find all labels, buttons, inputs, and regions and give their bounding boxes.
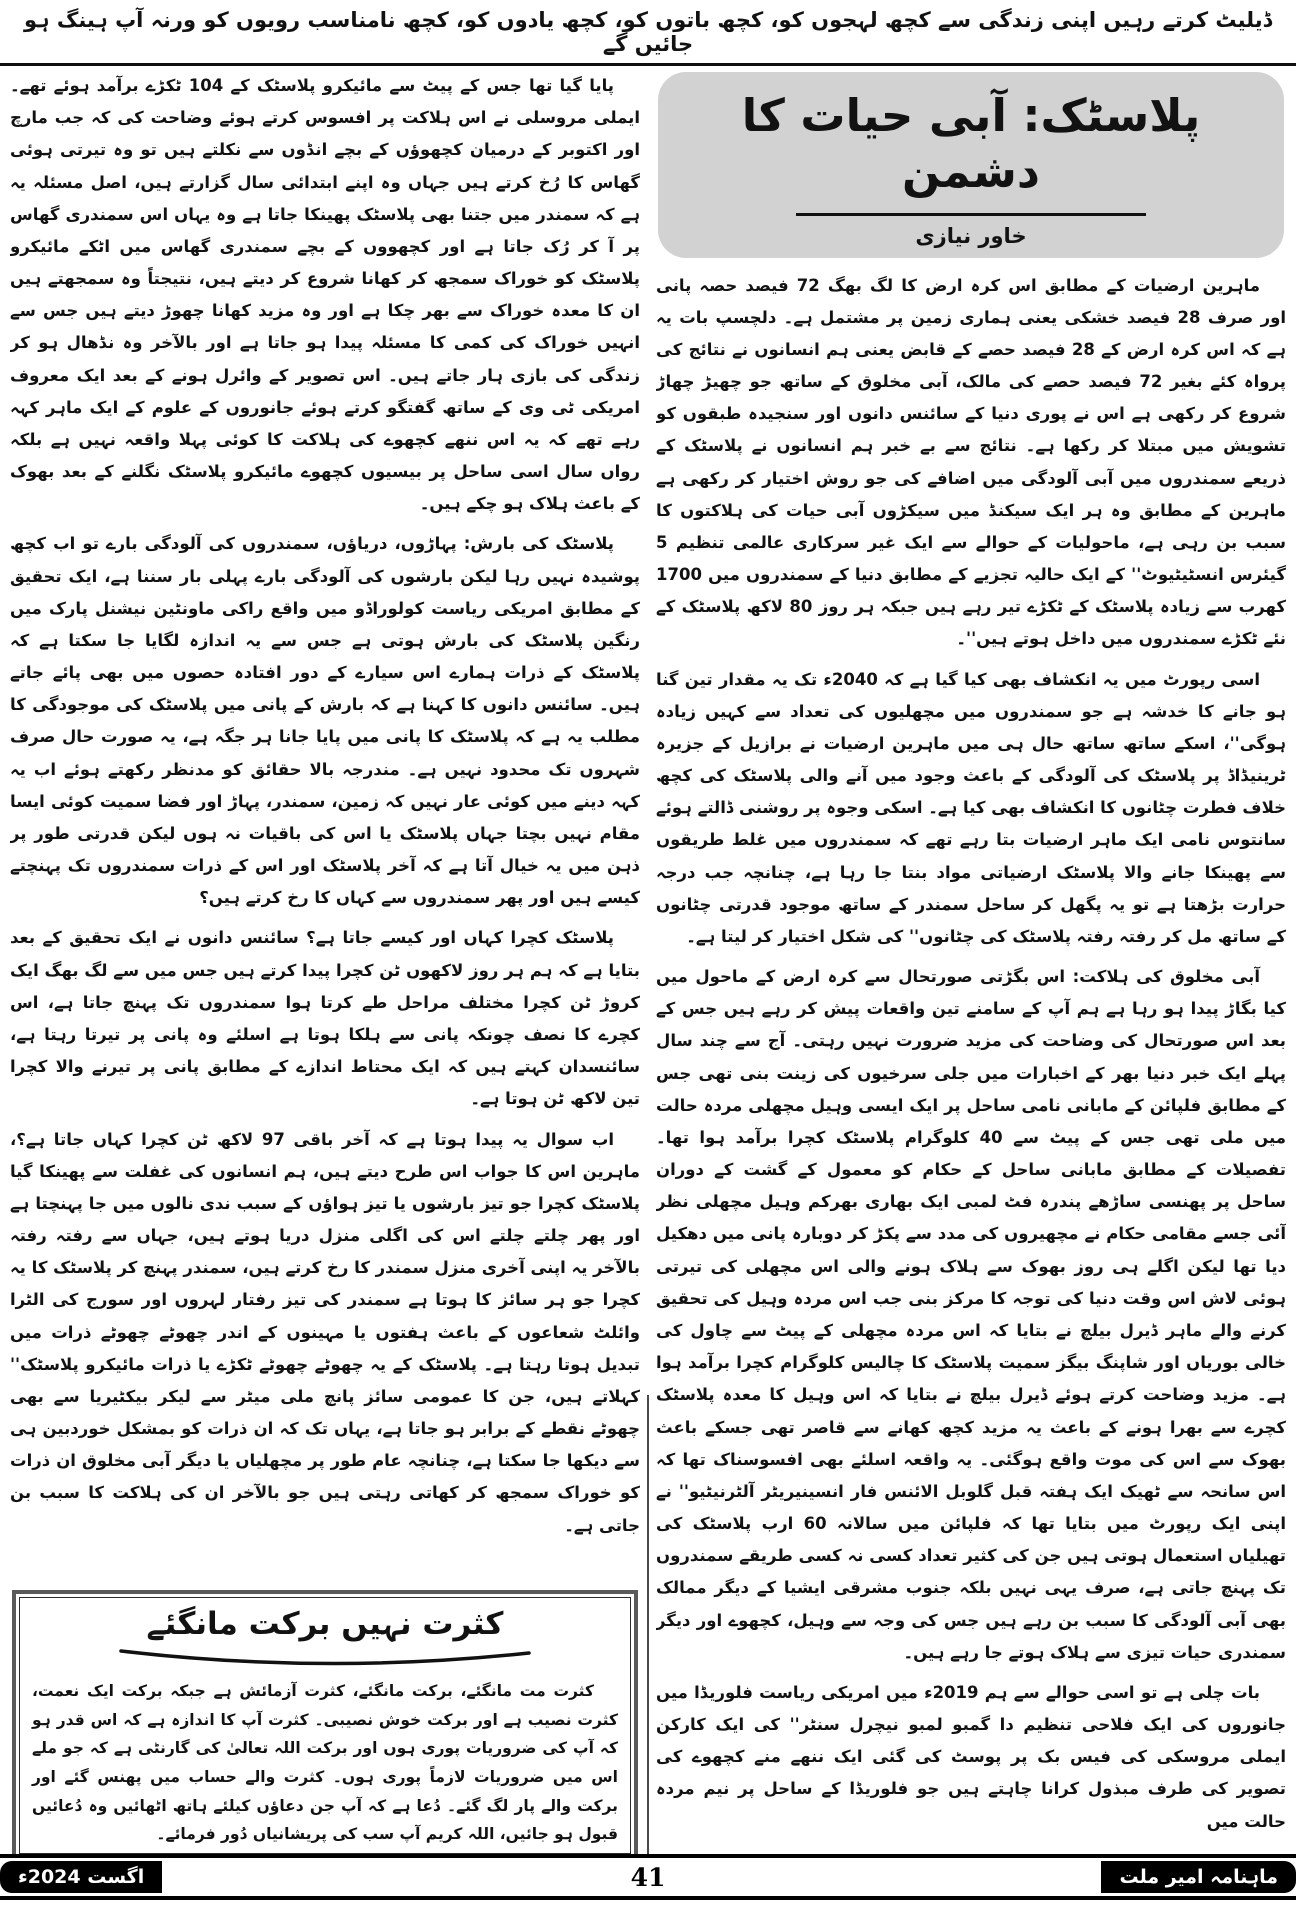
article-headline: پلاسٹک: آبی حیات کا دشمن (741, 89, 1201, 199)
body-paragraph: اب سوال یہ پیدا ہوتا ہے کہ آخر باقی 97 لاکھ ٹن کچرا کہاں جاتا ہے؟، ماہرین اس کا جواب اس طرح دیتے ہیں، ہم انسانوں کی غفلت سے پھینکا گیا پلاسٹک کچرا جو تیز بارشوں یا تیز ہواؤں کے سبب ندی نالوں میں جا پہنچتا ہے اور پھر چلتے چلتے اس کی اگلی منزل دریا ہوتے ہیں، جہاں سے رفتہ رفتہ بالآخر یہ اپنی آخری منزل سمندر کا رخ کرتے ہیں، سمندر پہنچ کر پلاسٹک کا یہ کچرا جو ہر سائز کا ہوتا ہے سمندر کی تیز رفتار لہروں اور سورج کی الٹرا وائلٹ شعاعوں کے باعث ہفتوں یا مہینوں کے اندر چھوٹے چھوٹے ذرات میں تبدیل ہوتا رہتا ہے۔ پلاسٹک کے یہ چھوٹے چھوٹے ٹکڑے یا ذرات مائیکرو پلاسٹک'' کہلاتے ہیں، جن کا عمومی سائز پانچ ملی میٹر سے لیکر بیکٹیریا سے بھی چھوٹے نقطے کے برابر ہو جاتا ہے، یہاں تک کہ ان ذرات کو بمشکل خوردبین ہی سے دیکھا جا سکتا ہے، چنانچہ عام طور پر مچھلیاں یا دیگر آبی مخلوق ان ذرات کو خوراک سمجھ کر کھاتی رہتی ہیں جو بالآخر ان کی ہلاکت کا سبب بن جاتی ہے۔ (10, 1129, 640, 1535)
calligraphic-swash-icon (115, 1645, 535, 1669)
magazine-name-badge: ماہنامہ امیر ملت (1101, 1861, 1296, 1894)
article-column-left (10, 70, 640, 1865)
body-paragraph: بات چلی ہے تو اسی حوالے سے ہم 2019ء میں امریکی ریاست فلوریڈا میں جانوروں کی ایک فلاحی تنظیم دا گمبو لمبو نیچرل سنٹر'' کی ایک کارکن ایملی مروسکی کی فیس بک پر پوسٹ کی گئی ایک ننھے منے کچھوے کی تصویر کی طرف مبذول کرانا چاہتے ہیں جو فلوریڈا کے ساحل پر نیم مردہ حالت میں (656, 1682, 1286, 1831)
blessing-box-title: کثرت نہیں برکت مانگئے (146, 1605, 504, 1642)
body-paragraph: پلاسٹک کچرا کہاں اور کیسے جاتا ہے؟ سائنس دانوں نے ایک تحقیق کے بعد بتایا ہے کہ ہم ہر روز لاکھوں ٹن کچرا پیدا کرتے ہیں جس میں سے لگ بھگ ایک کروڑ ٹن کچرا مختلف مراحل طے کرتا ہوا سمندروں تک پہنچ جاتا ہے، اس کچرے کا نصف چونکہ پانی سے ہلکا ہوتا ہے اسلئے وہ پانی پر تیرتا رہتا ہے، سائنسدان کہتے ہیں کہ ایک محتاط اندازے کے مطابق پانی پر تیرنے والا کچرا تین لاکھ ٹن ہوتا ہے۔ (10, 928, 640, 1109)
body-paragraph: ماہرین ارضیات کے مطابق اس کرہ ارض کا لگ بھگ 72 فیصد حصہ پانی اور صرف 28 فیصد خشکی یعنی ہماری زمین پر مشتمل ہے۔ دلچسپ بات یہ ہے کہ اس کرہ ارض کے 28 فیصد حصے کے قابض یعنی ہم انسانوں نے نتائج کی پرواہ کئے بغیر 72 فیصد حصے کی مالک، آبی مخلوق کے ساتھ جو چھیڑ چھاڑ شروع کر رکھی ہے اس نے پوری دنیا کے سائنس دانوں اور سنجیدہ طبقوں کو تشویش میں مبتلا کر رکھا ہے۔ نتائج سے بے خبر ہم انسانوں نے پلاسٹک کے ذریعے سمندروں میں آبی آلودگی میں اضافے کی جو روش اختیار کر رکھی ہے ماہرین کے مطابق وہ ہر ایک سیکنڈ میں سیکڑوں آبی حیات کی ہلاکتوں کا سبب بن رہی ہے، ماحولیات کے حوالے سے ایک غیر سرکاری عالمی تنظیم 5 گیئرس انسٹیٹیوٹ'' کے ایک حالیہ تجزیے کے مطابق دنیا کے سمندروں میں 1700 کھرب سے زیادہ پلاسٹک کے ٹکڑے تیر رہے ہیں جبکہ ہر روز 80 لاکھ پلاسٹک کے نئے ٹکڑے سمندروں میں داخل ہوتے ہیں''۔ (656, 275, 1286, 649)
body-paragraph: آبی مخلوق کی ہلاکت: اس بگڑتی صورتحال سے کرہ ارض کے ماحول میں کیا بگاڑ پیدا ہو رہا ہے ہم آپ کے سامنے تین واقعات پیش کر رہے ہیں جس کے بعد اس صورتحال کی وضاحت کی مزید ضرورت نہیں رہتی۔ آج سے چند سال پہلے ایک خبر دنیا بھر کے اخبارات میں جلی سرخیوں کی زینت بنی تھی جس کے مطابق فلپائن کے مابانی نامی ساحل پر ایک ایسی وہیل مچھلی مردہ حالت میں ملی تھی جس کے پیٹ سے 40 کلوگرام پلاسٹک کچرا برآمد ہوا تھا۔ تفصیلات کے مطابق مابانی ساحل کے حکام کو معمول کے گشت کے دوران ساحل پر پھنسی ساڑھے پندرہ فٹ لمبی ایک بھاری بھرکم وہیل مچھلی نظر آئی جسے مقامی حکام نے مچھیروں کی مدد سے پکڑ کر دوبارہ پانی میں دھکیل دیا تھا لیکن اگلے ہی روز بھوک سے ہلاک ہونے والی اس مچھلی کی تیرتی ہوئی لاش اس وقت دنیا کی توجہ کا مرکز بنی جب اس مردہ وہیل کی تحقیق کرنے والے ماہر ڈیرل بیلچ نے بتایا کہ اس مردہ مچھلی کے پیٹ سے چاول کی خالی بوریاں اور شاپنگ بیگز سمیت پلاسٹک کا چالیس کلوگرام کچرا برآمد ہوا ہے۔ مزید وضاحت کرتے ہوئے ڈیرل بیلچ نے بتایا کہ اس وہیل کا معدہ پلاسٹک کچرے سے بھرا ہونے کے باعث یہ مزید کچھ کھانے سے قاصر تھی جسکے باعث بھوک سے اس کی موت واقع ہوگئی۔ یہ واقعہ اسلئے بھی افسوسناک تھا کہ اس سانحہ سے ٹھیک ایک ہفتہ قبل گلوبل الائنس فار انسینیریٹر آلٹرنیٹیو'' نے اپنی ایک رپورٹ میں بتایا تھا کہ فلپائن میں سالانہ 60 ارب پلاسٹک کی تھیلیاں استعمال ہوتی ہیں جن کی کثیر تعداد کسی نہ کسی طریقے سمندروں تک پہنچ جاتی ہے، صرف یہی نہیں بلکہ جنوب مشرقی ایشیا کے دیگر ممالک بھی آبی آلودگی کا سبب بن رہے ہیں جس کی وجہ سے وہیل، کچھوے اور دیگر سمندری حیات تیزی سے ہلاک ہوتے جا رہے ہیں۔ (656, 967, 1286, 1662)
blessing-box-body: کثرت مت مانگئے، برکت مانگئے، کثرت آزمائش ہے جبکہ برکت ایک نعمت، کثرت نصیب ہے اور برکت خوش نصیبی۔ کثرت آپ کا اندازہ ہے کہ اس قدر ہو کہ آپ کی ضروریات پوری ہوں اور برکت اللہ تعالیٰ کی گارنٹی ہے کہ جو ملے اس میں ضروریات لازماً پوری ہوں۔ کثرت والے حساب میں پھنس گئے اور برکت والے پار لگ گئے۔ دُعا ہے کہ آپ جن دعاؤں کیلئے ہاتھ اٹھائیں وہ دُعائیں قبول ہو جائیں، اللہ کریم آپ سب کی پریشانیاں دُور فرمائے۔ (32, 1681, 618, 1844)
headline-divider (796, 213, 1145, 216)
article-headline-box (658, 72, 1284, 258)
blessing-box (12, 1590, 638, 1861)
page-header-quote: ڈیلیٹ کرتے رہیں اپنی زندگی سے کچھ لہجوں کو، کچھ باتوں کو، کچھ یادوں کو، کچھ نامناسب رویوں کو ورنہ آپ ہینگ ہو جائیں گے (24, 8, 1272, 56)
body-paragraph: پلاسٹک کی بارش: پہاڑوں، دریاؤں، سمندروں کی آلودگی بارے تو اب کچھ پوشیدہ نہیں رہا لیکن بارشوں کی آلودگی بارے پہلی بار سننا ہے، ایک تحقیق کے مطابق امریکی ریاست کولوراڈو میں واقع راکی ماونٹین نیشنل پارک میں رنگین پلاسٹک کی بارش ہوتی ہے جس سے یہ اندازہ لگایا جا سکتا ہے کہ پلاسٹک کے ذرات ہمارے اس سیارے کے دور افتادہ حصوں میں بھی پائے جاتے ہیں۔ سائنس دانوں کا کہنا ہے کہ بارش کے پانی میں پلاسٹک کی موجودگی کا مطلب یہ ہے کہ پلاسٹک کا پانی میں پایا جانا ہر جگہ ہے، یہ صورت حال صرف شہروں تک محدود نہیں ہے۔ مندرجہ بالا حقائق کو مدنظر رکھتے ہوئے اب یہ کہہ دینے میں کوئی عار نہیں کہ زمین، سمندر، پہاڑ اور فضا سمیت کوئی ایسا مقام نہیں بچتا جہاں پلاسٹک یا اس کی باقیات نہ ہوں لیکن قدرتی طور پر ذہن میں یہ خیال آتا ہے کہ آخر پلاسٹک اور اس کے ذرات سمندروں تک پہنچتے کیسے ہیں اور پھر سمندروں سے کہاں کا رخ کرتے ہیں؟ (10, 534, 640, 908)
column-divider (647, 1395, 649, 1855)
article-column-right (656, 70, 1286, 1865)
page-number: 41 (630, 1862, 666, 1892)
body-paragraph: پایا گیا تھا جس کے پیٹ سے مائیکرو پلاسٹک کے 104 ٹکڑے برآمد ہوئے تھے۔ ایملی مروسلی نے اس ہلاکت پر افسوس کرتے ہوئے وضاحت کی کہ جب مارچ اور اکتوبر کے درمیان کچھوؤں کے بچے انڈوں سے نکلتے ہیں تو وہ تیرتی ہوئی گھاس کا رُخ کرتے ہیں جہاں وہ اپنے ابتدائی سال گزارتے ہیں، اصل مسئلہ یہ ہے کہ سمندر میں جتنا بھی پلاسٹک پھینکا جاتا ہے وہ یہاں اس سمندری گھاس پر آ کر رُک جاتا ہے اور کچھووں کے بچے سمندری گھاس میں اٹکے مائیکرو پلاسٹک کو خوراک سمجھ کر کھانا شروع کر دیتے ہیں، نتیجتاً وہ سمجھتے ہیں ان کا معدہ خوراک سے بھر چکا ہے اور وہ مزید کھانا چھوڑ دیتے ہیں جس سے انہیں خوراک کی کمی کا مسئلہ پیدا ہو جاتا ہے اور بالآخر وہ نڈھال ہو کر زندگی کی بازی ہار جاتے ہیں۔ اس تصویر کے وائرل ہونے کے بعد ایک معروف امریکی ٹی وی کے ساتھ گفتگو کرتے ہوئے جانوروں کے علوم کے ایک ماہر کہہ رہے تھے کہ یہ اس ننھے کچھوے کی ہلاکت کا کوئی پہلا واقعہ نہیں ہے بلکہ رواں سال اسی ساحل پر بیسیوں کچھوے مائیکرو پلاسٹک نگلنے کے بعد بھوک کے باعث ہلاک ہو چکے ہیں۔ (10, 76, 640, 514)
body-paragraph: اسی رپورٹ میں یہ انکشاف بھی کیا گیا ہے کہ 2040ء تک یہ مقدار تین گنا ہو جانے کا خدشہ ہے جو سمندروں میں مچھلیوں کی تعداد سے کہیں زیادہ ہوگی''، اسکے ساتھ ساتھ حال ہی میں ماہرین ارضیات نے برازیل کے جزیرہ ٹرینیڈاڈ پر پلاسٹک کی آلودگی کے باعث وجود میں آنے والی پلاسٹک کی کچھ خلاف فطرت چٹانوں کا انکشاف بھی کیا ہے۔ اسکی وجوہ پر روشنی ڈالتے ہوئے سانتوس نامی ایک ماہر ارضیات بتا رہے تھے کہ سمندروں میں غلط طریقوں سے پھینکا جانے والا پلاسٹک ارضیاتی مواد بنتا جا رہا ہے، چنانچہ جب درجہ حرارت بڑھتا ہے تو یہ پگھل کر ساحل سمندر کے ساتھ موجود قدرتی چٹانوں کے ساتھ مل کر رفتہ رفتہ پلاسٹک کی چٹانوں'' کی شکل اختیار کر لیتا ہے۔ (656, 669, 1286, 946)
article-author: خاور نیازی (915, 223, 1027, 248)
issue-date-badge: اگست 2024ء (0, 1861, 162, 1894)
page-footer (0, 1854, 1296, 1900)
